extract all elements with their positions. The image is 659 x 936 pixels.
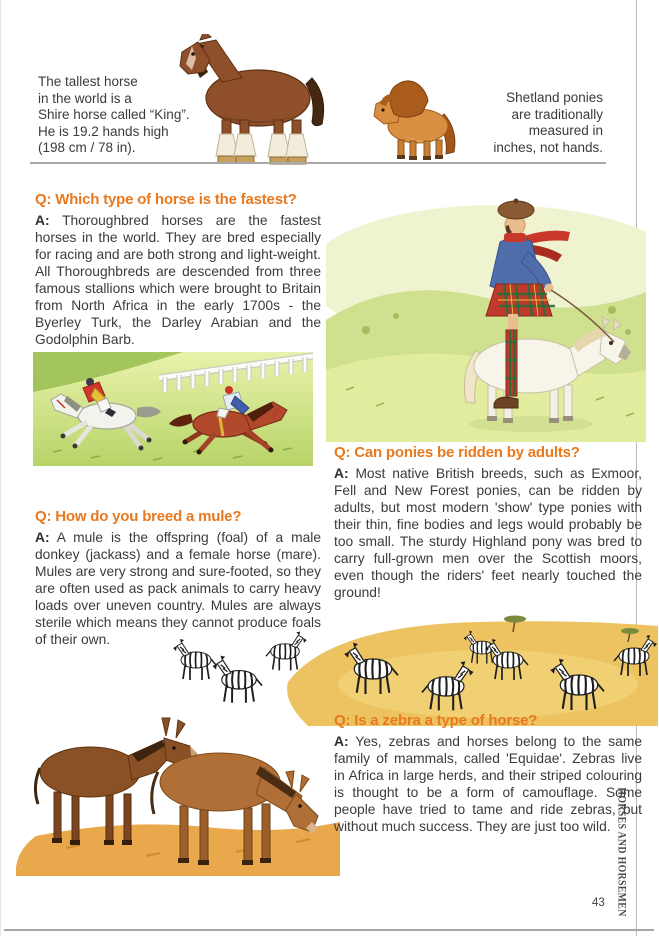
answer-text: A: A mule is the offspring (foal) of a male donkey (jackass) and a female horse (mare). Mules are very strong and sure-footed, so they are often used as pack animals to carry heavy loads over uneven country. Mules are always sterile which means they cannot produce foals of their own. <box>35 530 321 647</box>
caption-line: measured in <box>528 123 603 138</box>
highland-man-riding-pony-illustration <box>326 180 646 442</box>
tartan-sock <box>506 330 517 396</box>
caption-line: in the world is a <box>38 90 132 106</box>
shetland-pony-illustration <box>362 80 464 162</box>
mule-ear <box>300 775 309 792</box>
brogue-shoe <box>494 397 518 408</box>
caption-line: The tallest horse <box>38 74 138 89</box>
answer-text: A: Most native British breeds, such as Exmoor, Fell and New Forest ponies, can be ridden by adults, but most modern 'show' type ponies with their thin, fine bodies and legs would probably be too small. The sturdy Highland pony was bred to carry full-grown men over the Scottish moors, even though the riders' feet nearly touched the ground! <box>334 466 642 600</box>
shire-eye <box>191 52 195 56</box>
tam-hat <box>498 201 534 219</box>
two-mules-illustration <box>6 676 340 876</box>
caption-line: (198 cm / 78 in). <box>38 140 136 155</box>
scarf <box>504 233 526 242</box>
caption-line: inches, not hands. <box>493 139 603 155</box>
answer-text: A: Yes, zebras and horses belong to the same family of mammals, called 'Equidae'. Zebras live in Africa in large herds, and their striped colouring is thought to be a form of camouflage. Some people have tried to tame and ride zebras, but without much success. They are just too wild. <box>334 734 642 834</box>
caption-line: are traditionally <box>511 106 603 122</box>
pony-eye <box>381 108 384 111</box>
section-divider <box>30 162 606 164</box>
shire-ear <box>200 34 211 40</box>
bare-knee <box>508 314 518 332</box>
qa-ponies-adults <box>334 443 642 601</box>
answer-label: A: <box>334 466 349 481</box>
question-heading: Q: Is a zebra a type of horse? <box>334 712 538 729</box>
caption-line: Shetland ponies <box>506 90 603 105</box>
answer-text: A: Thoroughbred horses are the fastest horses in the world. They are bred especially for racing and are both strong and light-weight. All Thoroughbreds are descended from three famous stallions which were brought to Britain from North Africa in the early 1700s - the Byerley Turk, the Darley Arabian and the Godolphin Barb. <box>35 213 321 347</box>
page-edge-left <box>0 0 1 936</box>
mule-ear <box>176 720 185 738</box>
zebra <box>266 631 307 670</box>
shetland-pony-caption <box>455 90 603 156</box>
racehorses-with-jockeys-illustration <box>33 352 313 466</box>
question-heading: Q: How do you breed a mule? <box>35 508 242 525</box>
sandy-ground <box>16 822 340 876</box>
page-number: 43 <box>592 897 605 909</box>
spine-label: HORSES AND HORSEMEN <box>615 787 630 917</box>
answer-label: A: <box>35 530 50 545</box>
qa-fastest-horse <box>35 190 321 348</box>
page-edge-bottom <box>4 929 654 931</box>
zebra <box>173 639 216 680</box>
pony-mane <box>390 81 428 117</box>
shire-legs <box>216 120 308 164</box>
question-heading: Q: Which type of horse is the fastest? <box>35 191 297 208</box>
answer-label: A: <box>334 734 349 749</box>
answer-label: A: <box>35 213 50 228</box>
question-heading: Q: Can ponies be ridden by adults? <box>334 444 580 461</box>
mule-ear <box>162 718 170 736</box>
qa-zebra-horse <box>334 711 642 835</box>
caption-line: Shire horse called “King”. <box>38 107 190 122</box>
caption-line: He is 19.2 hands high <box>38 123 169 139</box>
shire-horse-illustration <box>166 34 336 166</box>
